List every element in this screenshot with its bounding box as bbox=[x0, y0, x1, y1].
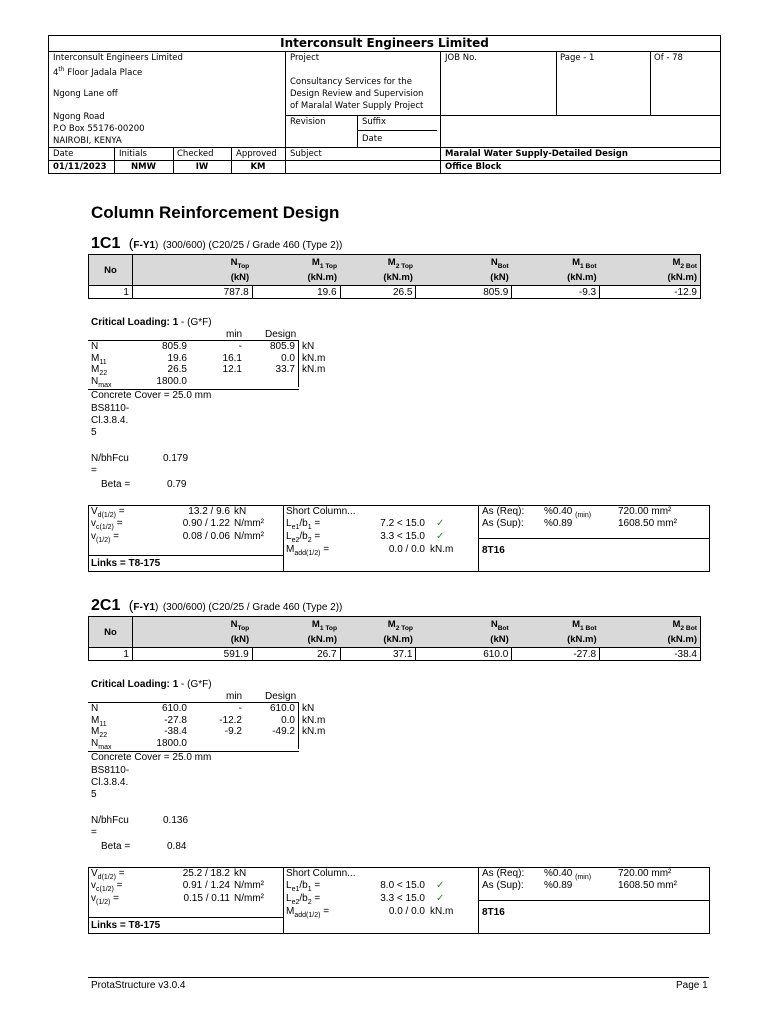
address-line: Ngong Road bbox=[53, 112, 105, 122]
madd-value: 0.0 / 0.0 bbox=[388, 906, 425, 917]
as-req-pct: %0.40 $_{(min)}$ bbox=[544, 506, 592, 519]
shear-v-unit: N/mm² bbox=[234, 531, 264, 542]
col-header-m2top: $M_{2 Top}$ (kN.m) bbox=[340, 255, 416, 286]
beta-value: 0.84 bbox=[167, 841, 187, 852]
project-text: Consultancy Services for the bbox=[290, 77, 412, 87]
slender-title: Short Column... bbox=[286, 868, 356, 879]
suffix-label: Suffix bbox=[362, 117, 387, 127]
date-value: 01/11/2023 bbox=[53, 162, 107, 172]
subject-label: Subject bbox=[290, 149, 322, 159]
revision-label: Revision bbox=[290, 117, 326, 127]
shear-vc-unit: N/mm² bbox=[234, 518, 264, 529]
as-sup-pct: %0.89 bbox=[544, 518, 573, 529]
force-row-design: 0.0 bbox=[281, 352, 295, 364]
col-header-no: No bbox=[89, 255, 133, 286]
force-row-name: N bbox=[91, 341, 99, 352]
force-row-value: 1800.0 bbox=[156, 375, 187, 387]
col-header-m2top: $M_{2 Top}$ (kN.m) bbox=[340, 617, 416, 648]
table-row: 1 787.8 19.6 26.5 805.9 -9.3 -12.9 bbox=[89, 286, 701, 299]
links: Links = T8-175 bbox=[91, 920, 161, 931]
col-header-nbot: $N_{Bot}$ (kN) bbox=[416, 617, 512, 648]
project-text: Design Review and Supervision bbox=[290, 89, 424, 99]
force-row-value: 805.9 bbox=[161, 341, 187, 352]
shear-vd-unit: kN bbox=[234, 506, 247, 517]
as-req-value: 720.00 mm² bbox=[618, 506, 672, 517]
force-row-value: -27.8 bbox=[164, 714, 187, 726]
force-row-unit: kN bbox=[302, 703, 315, 714]
table-row: 1 591.9 26.7 37.1 610.0 -27.8 -38.4 bbox=[89, 648, 701, 661]
beta-label: Beta = bbox=[101, 479, 131, 490]
footer-page: Page 1 bbox=[676, 980, 708, 991]
force-row-unit: kN.m bbox=[302, 364, 326, 375]
force-row-name: $N_{max}$ bbox=[91, 375, 112, 389]
as-req-label: As (Req): bbox=[482, 868, 525, 879]
force-row-name: N bbox=[91, 703, 99, 714]
shear-vd: 13.2 / 9.6 bbox=[188, 506, 230, 517]
force-row-design: 33.7 bbox=[275, 364, 295, 375]
force-row-name: $N_{max}$ bbox=[91, 737, 112, 751]
of-label: Of - 78 bbox=[654, 53, 683, 63]
column-heading: 2C1 (F-Y1) (300/600) (C20/25 / Grade 460 (Type 2)) bbox=[91, 597, 343, 614]
check-icon: ✓ bbox=[436, 893, 445, 904]
col-header-no: No bbox=[89, 617, 133, 648]
le2-ratio: 3.3 < 15.0 bbox=[380, 531, 425, 542]
nbhfcu-label: N/bhFcu = bbox=[91, 815, 129, 838]
le1-ratio: 8.0 < 15.0 bbox=[380, 880, 425, 891]
force-row-min: 16.1 bbox=[222, 352, 242, 364]
force-row-name: $M_{22}$ bbox=[91, 364, 108, 377]
beta-label: Beta = bbox=[101, 841, 131, 852]
column-spec: (300/600) (C20/25 / Grade 460 (Type 2)) bbox=[162, 240, 343, 251]
madd-unit: kN.m bbox=[430, 544, 454, 555]
force-row-value: 1800.0 bbox=[156, 737, 187, 749]
forces-table bbox=[88, 616, 701, 661]
col-header-nbot: $N_{Bot}$ (kN) bbox=[416, 255, 512, 286]
subject-value: Maralal Water Supply-Detailed Design bbox=[445, 149, 628, 159]
force-row-value: 610.0 bbox=[161, 703, 187, 714]
force-row-min: -9.2 bbox=[224, 726, 242, 737]
approved-label: Approved bbox=[236, 149, 277, 159]
design-code: BS8110- Cl.3.8.4. 5 bbox=[91, 403, 130, 438]
date-label: Date bbox=[53, 149, 74, 159]
concrete-cover: Concrete Cover = 25.0 mm bbox=[91, 390, 212, 401]
checked-value: IW bbox=[195, 162, 209, 172]
force-row-value: -38.4 bbox=[164, 726, 187, 737]
col-header-m2bot: $M_{2 Bot}$ (kN.m) bbox=[600, 255, 701, 286]
checked-label: Checked bbox=[177, 149, 214, 159]
project-label: Project bbox=[290, 53, 320, 63]
force-row-name: $M_{11}$ bbox=[91, 352, 107, 366]
nbhfcu-value: 0.136 bbox=[163, 815, 189, 826]
force-row-unit: kN bbox=[302, 341, 315, 352]
column-spec: (300/600) (C20/25 / Grade 460 (Type 2)) bbox=[162, 602, 343, 613]
subject-value-2: Office Block bbox=[445, 162, 502, 172]
forces-table bbox=[88, 254, 701, 299]
address-line: NAIROBI, KENYA bbox=[53, 136, 122, 146]
shear-v-unit: N/mm² bbox=[234, 893, 264, 904]
col-header-ntop: $N_{Top}$ (kN) bbox=[132, 617, 252, 648]
check-icon: ✓ bbox=[436, 518, 445, 529]
date-right-label: Date bbox=[362, 134, 383, 144]
force-row-unit: kN.m bbox=[302, 352, 326, 364]
as-sup-label: As (Sup): bbox=[482, 518, 524, 529]
min-header: min bbox=[226, 691, 243, 702]
footer-software: ProtaStructure v3.0.4 bbox=[91, 980, 186, 991]
le2-ratio: 3.3 < 15.0 bbox=[380, 893, 425, 904]
links: Links = T8-175 bbox=[91, 558, 161, 569]
shear-vc: 0.91 / 1.24 bbox=[182, 880, 230, 891]
design-code: BS8110- Cl.3.8.4. 5 bbox=[91, 765, 130, 800]
as-sup-value: 1608.50 mm² bbox=[618, 880, 677, 891]
page-title: Column Reinforcement Design bbox=[91, 203, 340, 222]
address-line: Interconsult Engineers Limited bbox=[53, 53, 183, 63]
beta-value: 0.79 bbox=[167, 479, 187, 490]
company-title: Interconsult Engineers Limited bbox=[280, 36, 489, 50]
as-req-label: As (Req): bbox=[482, 506, 525, 517]
critical-loading: Critical Loading: 1 - (G*F) bbox=[91, 317, 212, 328]
bar-arrangement: 8T16 bbox=[482, 545, 505, 556]
col-header-m1bot: $M_{1 Bot}$ (kN.m) bbox=[512, 255, 600, 286]
col-header-m1top: $M_{1 Top}$ (kN.m) bbox=[252, 617, 340, 648]
shear-v: 0.08 / 0.06 bbox=[182, 531, 230, 542]
force-row-value: 26.5 bbox=[167, 364, 187, 375]
force-row-min: -12.2 bbox=[219, 714, 242, 726]
min-header: min bbox=[226, 329, 243, 340]
force-row-design: -49.2 bbox=[272, 726, 295, 737]
force-row-min: 12.1 bbox=[222, 364, 242, 375]
concrete-cover: Concrete Cover = 25.0 mm bbox=[91, 752, 212, 763]
force-row-unit: kN.m bbox=[302, 714, 326, 726]
force-row-design: 0.0 bbox=[281, 714, 295, 726]
page-label: Page - 1 bbox=[560, 53, 595, 63]
col-header-m1top: $M_{1 Top}$ (kN.m) bbox=[252, 255, 340, 286]
shear-vd-unit: kN bbox=[234, 868, 247, 879]
project-text: of Maralal Water Supply Project bbox=[290, 101, 424, 111]
col-header-m2bot: $M_{2 Bot}$ (kN.m) bbox=[600, 617, 701, 648]
title-block bbox=[48, 35, 721, 174]
bar-arrangement: 8T16 bbox=[482, 907, 505, 918]
check-icon: ✓ bbox=[436, 880, 445, 891]
shear-vc: 0.90 / 1.22 bbox=[182, 518, 230, 529]
as-req-pct: %0.40 $_{(min)}$ bbox=[544, 868, 592, 881]
check-icon: ✓ bbox=[436, 531, 445, 542]
column-label: F-Y1 bbox=[133, 240, 156, 251]
address-line: P.O Box 55176-00200 bbox=[53, 124, 145, 134]
slender-title: Short Column... bbox=[286, 506, 356, 517]
shear-vd: 25.2 / 18.2 bbox=[182, 868, 230, 879]
initials-label: Initials bbox=[119, 149, 147, 159]
shear-vc-unit: N/mm² bbox=[234, 880, 264, 891]
critical-loading: Critical Loading: 1 - (G*F) bbox=[91, 679, 212, 690]
as-sup-value: 1608.50 mm² bbox=[618, 518, 677, 529]
force-row-unit: kN.m bbox=[302, 726, 326, 737]
madd-value: 0.0 / 0.0 bbox=[388, 544, 425, 555]
force-row-name: $M_{11}$ bbox=[91, 714, 107, 728]
as-sup-pct: %0.89 bbox=[544, 880, 573, 891]
force-row-design: 610.0 bbox=[269, 703, 295, 714]
col-header-ntop: $N_{Top}$ (kN) bbox=[132, 255, 252, 286]
address-line: 4th Floor Jadala Place bbox=[53, 66, 143, 78]
force-row-design: 805.9 bbox=[269, 341, 295, 352]
job-label: JOB No. bbox=[445, 53, 477, 63]
address-line: Ngong Lane off bbox=[53, 89, 118, 99]
force-row-min: - bbox=[238, 341, 242, 352]
force-row-name: $M_{22}$ bbox=[91, 726, 108, 739]
as-req-value: 720.00 mm² bbox=[618, 868, 672, 879]
as-sup-label: As (Sup): bbox=[482, 880, 524, 891]
force-row-min: - bbox=[238, 703, 242, 714]
design-header: Design bbox=[265, 691, 297, 702]
madd-unit: kN.m bbox=[430, 906, 454, 917]
design-header: Design bbox=[265, 329, 297, 340]
approved-value: KM bbox=[250, 162, 266, 172]
col-header-m1bot: $M_{1 Bot}$ (kN.m) bbox=[512, 617, 600, 648]
force-row-value: 19.6 bbox=[167, 352, 187, 364]
shear-v: 0.15 / 0.11 bbox=[183, 893, 230, 904]
column-label: F-Y1 bbox=[133, 602, 156, 613]
initials-value: NMW bbox=[131, 162, 156, 172]
le1-ratio: 7.2 < 15.0 bbox=[380, 518, 425, 529]
column-heading: 1C1 (F-Y1) (300/600) (C20/25 / Grade 460 (Type 2)) bbox=[91, 235, 343, 252]
nbhfcu-value: 0.179 bbox=[163, 453, 189, 464]
nbhfcu-label: N/bhFcu = bbox=[91, 453, 129, 476]
